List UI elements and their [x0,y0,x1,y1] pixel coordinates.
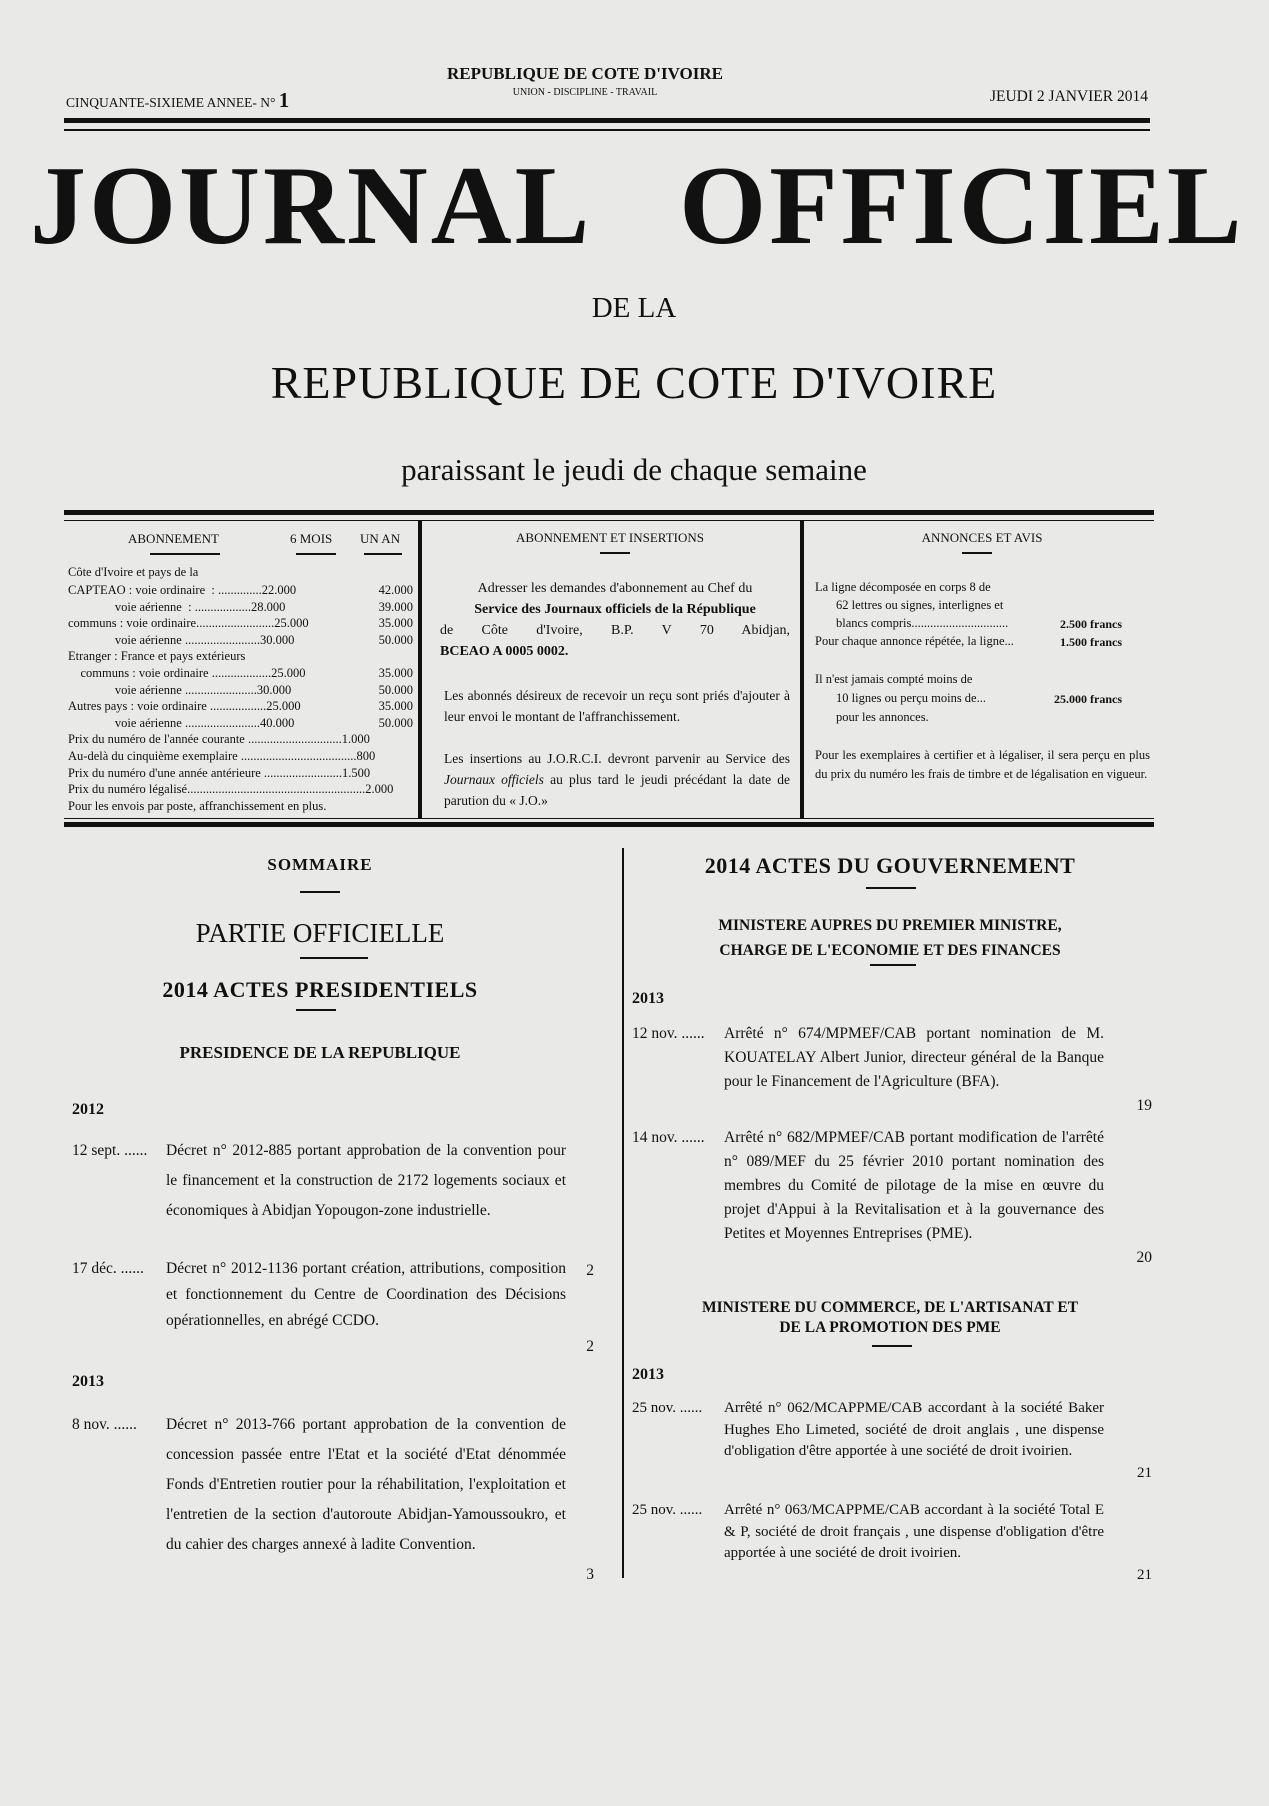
entry-page-number: 19 [1136,1097,1152,1114]
edition-text: CINQUANTE-SIXIEME ANNEE- N° [66,95,276,110]
entry-text: Décret n° 2012-885 portant approbation de la convention pour le financement et la construction de 2172 logements sociaux et économiques à Abidjan Yopougon-zone industrielle. [166,1142,566,1219]
summary-entry [632,1126,1152,1270]
subscription-row-label: Au-delà du cinquième exemplaire .....................................800 [68,749,376,763]
motto: UNION - DISCIPLINE - TRAVAIL [512,87,658,98]
sub-rule-1 [150,553,220,555]
entry-date: 8 nov. ...... [72,1416,137,1433]
subscription-6mois: 6 MOIS [290,531,333,546]
sommaire-rule [300,891,340,893]
ann-rule [962,552,992,554]
subscription-title: ABONNEMENT [128,531,219,546]
ins-p3-c: Journaux officiels [444,772,544,787]
subscription-row-value: 35.000 [378,666,413,680]
subscription-row-label: voie aérienne ........................40.000 [68,715,295,730]
ins-p3-d: au plus tard le jeudi précédant [550,772,727,787]
ins-p1-d: BCEAO A 0005 0002. [440,644,569,659]
entry-page-number: 3 [586,1566,594,1583]
entry-text: Arrêté n° 682/MPMEF/CAB portant modification de l'arrêté n° 089/MEF du 25 février 2010 portant nomination des membres du Comité de pilotage de la mise en œuvre du projet d'Appui à la Revitalisation et à la gouvernance des Petites et Moyennes Entreprises (PME). [724,1129,1104,1242]
issue-date: JEUDI 2 JANVIER 2014 [989,88,1148,105]
subscription-row-value: 50.000 [378,682,413,697]
subscription-row-label: CAPTEAO : voie ordinaire : ..............22.000 [68,583,297,597]
annonces-l7: pour les annonces. [836,710,929,724]
actes-rule [296,1009,336,1011]
year-2013-right-b: 2013 [632,1366,664,1383]
ins-p3-e: la date de parution du « J.O.» [444,772,790,808]
ministere-2 [650,1298,1130,1338]
annonces-l3: blancs compris............................... [836,616,1009,630]
republic-header: REPUBLIQUE DE COTE D'IVOIRE [447,64,723,83]
journal-title: JOURNAL OFFICIEL [30,144,1245,268]
presidence-heading: PRESIDENCE DE LA REPUBLIQUE [179,1043,461,1062]
partie-officielle: PARTIE OFFICIELLE [195,918,445,948]
summary-entry [72,1256,594,1360]
country-title: REPUBLIQUE DE COTE D'IVOIRE [270,357,998,408]
subscription-row-value: 39.000 [378,599,413,614]
entry-text: Arrêté n° 062/MCAPPME/CAB accordant à la société Baker Hughes Eho Limeted, société de droit anglais , une dispense d'obligation d'être apportée à une société de droit ivoirien. [724,1400,1104,1459]
actes-presidentiels: 2014 ACTES PRESIDENTIELS [162,977,478,1002]
subscription-row-value: 50.000 [378,632,413,647]
ministere-1-a: MINISTERE AUPRES DU PREMIER MINISTRE, [718,917,1062,934]
min2-rule [872,1345,912,1347]
entry-text: Arrêté n° 674/MPMEF/CAB portant nomination de M. KOUATELAY Albert Junior, directeur général de la Banque pour le Financement de l'Agriculture (BFA). [724,1025,1104,1090]
entry-date: 12 nov. ...... [632,1025,705,1042]
annonces-l4: Pour chaque annonce répétée, la ligne... [815,634,1014,648]
subscription-row-label: communs : voie ordinaire.........................25.000 [68,616,309,631]
annonces-l6: 10 lignes ou perçu moins de... [836,691,986,705]
actes-gouvernement: 2014 ACTES DU GOUVERNEMENT [704,853,1076,878]
subscription-row-label: Prix du numéro d'une année antérieure .........................1.500 [68,765,371,780]
entry-page-number: 21 [1137,1566,1152,1583]
ins-p3-b: des [772,751,790,766]
subscription-row-label: voie aérienne : ..................28.000 [68,599,286,614]
annonces-l2: 62 lettres ou signes, interlignes et [836,598,1004,612]
ministere-1 [650,913,1130,963]
entry-date: 14 nov. ...... [632,1129,705,1146]
insertions-p2: Les abonnés désireux de recevoir un reçu sont priés d'ajouter à leur envoi le montant de l'affranchissement. [444,688,790,724]
summary-entry [632,1022,1152,1118]
subscription-intro: Côte d'Ivoire et pays de la [68,565,199,579]
summary-entry [632,1500,1152,1586]
box-divider-1 [418,521,422,818]
summary-entry [72,1410,594,1590]
partie-rule [300,957,368,959]
entry-page-number: 2 [586,1338,594,1355]
entry-date: 17 déc. ...... [72,1260,144,1277]
gouv-rule [866,887,916,889]
subscription-unan: UN AN [360,531,401,546]
top-rule-thick [64,118,1150,123]
tagline: paraissant le jeudi de chaque semaine [401,452,867,487]
insertions-title: ABONNEMENT ET INSERTIONS [516,530,704,545]
subscription-row-label: communs : voie ordinaire ...................25.000 [68,666,306,680]
subscription-row-label: Pour les envois par poste, affranchissement en plus. [68,798,327,813]
box-bottom-thick [64,822,1154,827]
summary-entry [632,1398,1152,1484]
subscription-row-value: 35.000 [378,616,413,631]
subscription-row-value: 42.000 [378,583,413,597]
subscription-row-value: 50.000 [378,715,413,730]
annonces-l1: La ligne décomposée en corps 8 de [815,580,991,594]
entry-date: 12 sept. ...... [72,1142,148,1159]
ins-p1-b: Service des Journaux officiels de la République [474,602,756,617]
edition-number: 1 [278,88,290,112]
entry-page-number: 2 [586,1262,594,1279]
year-2012: 2012 [72,1101,104,1118]
sommaire-heading: SOMMAIRE [267,855,373,874]
entry-date: 25 nov. ...... [632,1502,703,1518]
annonces-l3-price: 2.500 francs [1060,617,1122,631]
ministere-2-b: DE LA PROMOTION DES PME [779,1319,1001,1336]
annonces-l4-price: 1.500 francs [1060,635,1122,649]
ministere-2-a: MINISTERE DU COMMERCE, DE L'ARTISANAT ET [701,1299,1079,1316]
ins-p1-a: Adresser les demandes d'abonnement au Chef du [477,581,753,596]
entry-text: Décret n° 2012-1136 portant création, attributions, composition et fonctionnement du Centre de Coordination des Décisions opérationnelles, en abrégé CCDO. [166,1260,566,1329]
entry-text: Décret n° 2013-766 portant approbation de la convention de concession passée entre l'Etat et la société d'Etat dénommée Fonds d'Entretien routier pour la réhabilitation, l'exploitation et l'entretien de la section d'autoroute Abidjan-Yamoussoukro, et du cahier des charges annexé à ladite Convention. [166,1416,566,1553]
subscription-row-value: 35.000 [378,699,413,714]
edition-label [66,88,289,113]
subscription-row-label: voie aérienne ........................30.000 [68,632,295,647]
subscription-row-label: Etranger : France et pays extérieurs [68,649,246,664]
entry-text: Arrêté n° 063/MCAPPME/CAB accordant à la société Total E & P, société de droit français , une dispense d'obligation d'être apportée à une société de droit ivoirien. [724,1502,1104,1561]
ins-p3-a: Les insertions au J.O.R.C.I. devront parvenir au Service [444,751,766,766]
min1-rule [870,964,916,966]
annonces-final: Pour les exemplaires à certifier et à légaliser, il sera perçu en plus du prix du numéro les frais de timbre et de légalisation en vigueur. [815,748,1150,781]
top-rule-thin [64,129,1150,131]
annonces-title: ANNONCES ET AVIS [921,530,1043,545]
main-column-divider [622,848,624,1578]
ins-p1-c: de Côte d'Ivoire, B.P. V 70 Abidjan, [440,623,790,638]
de-la: DE LA [591,292,677,324]
subscription-row-label: Prix du numéro de l'année courante ..............................1.000 [68,732,370,747]
box-bottom-thin [64,818,1154,819]
box-top-thin [64,520,1154,521]
sub-rule-3 [364,553,402,555]
year-2013-right-a: 2013 [632,990,664,1007]
entry-page-number: 20 [1136,1249,1152,1266]
year-2013-left: 2013 [72,1373,104,1390]
box-top-thick [64,510,1154,515]
insertions-p1 [440,578,790,662]
entry-page-number: 21 [1137,1464,1152,1481]
ins-rule [600,552,630,554]
ministere-1-b: CHARGE DE L'ECONOMIE ET DES FINANCES [719,942,1061,959]
entry-date: 25 nov. ...... [632,1400,703,1416]
subscription-row-label: Autres pays : voie ordinaire ..................25.000 [68,699,301,714]
subscription-row-label: voie aérienne .......................30.000 [68,682,292,697]
annonces-l6-price: 25.000 francs [1054,692,1122,706]
sub-rule-2 [296,553,336,555]
annonces-l5: Il n'est jamais compté moins de [815,672,973,686]
insertions-p3 [444,748,790,811]
box-divider-2 [800,521,804,818]
subscription-row-label: Prix du numéro légalisé.........................................................2.000 [68,782,394,797]
